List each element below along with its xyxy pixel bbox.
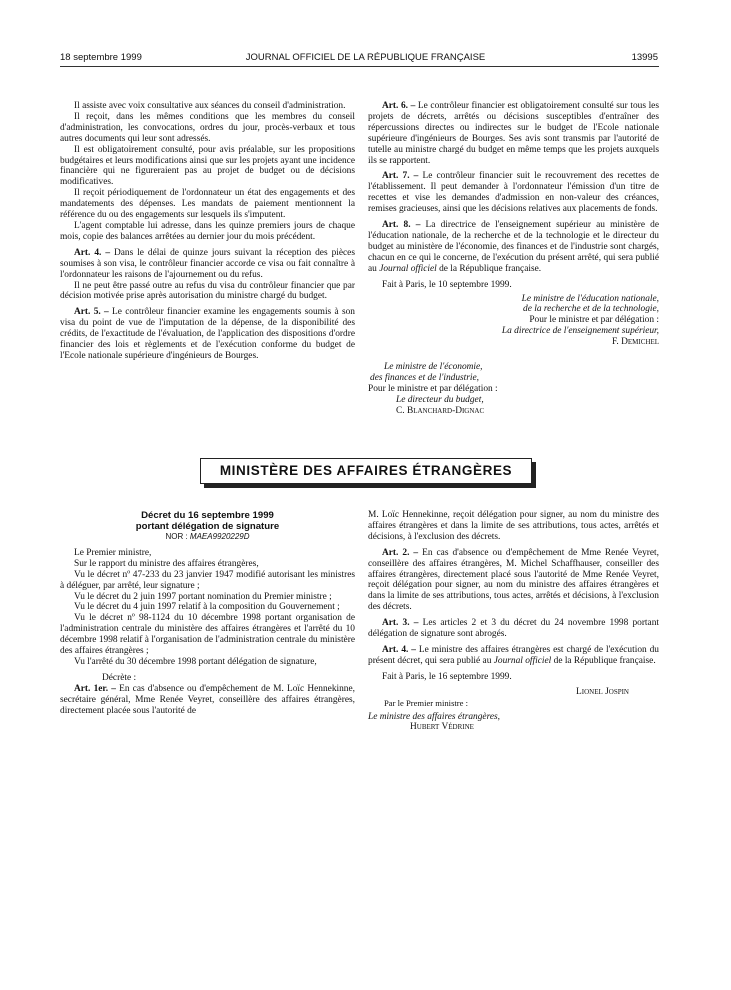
decree-subtitle: portant délégation de signature (135, 521, 280, 532)
paragraph: Il reçoit périodiquement de l'ordonnateur un état des engagements et des mandatements des dépenses. Les mandats de paiement mentionnent la référence du ou des engagements sur lesquels ils s'imputent. (60, 188, 355, 221)
signature-date: Fait à Paris, le 10 septembre 1999. (382, 279, 512, 290)
decree-title: Décret du 16 septembre 1999 (141, 510, 274, 521)
article-1: Art. 1er. – En cas d'absence ou d'empêchement de M. Loïc Hennekinne, secrétaire général, Mme Renée Veyret, conseillère des affaires étrangères, directement placée sous l'autorité de (60, 683, 356, 716)
header-date: 18 septembre 1999 (60, 52, 142, 63)
signatory-title: Le directeur du budget, (396, 394, 484, 405)
article-label: Art. 5. – (74, 307, 109, 318)
signature-block-finance (368, 362, 548, 417)
ministry-heading-box (200, 458, 532, 484)
header-page-number: 13995 (631, 52, 658, 63)
signatory-title: Le ministre de l'économie, (384, 362, 483, 372)
signatory-name: Lionel Jospin (576, 686, 629, 697)
paragraph: Vu le décret nº 47-233 du 23 janvier 1947 modifié autorisant les ministres à déléguer, par arrêté, leur signature ; (60, 569, 355, 591)
delegation-line: Pour le ministre et par délégation : (368, 383, 498, 394)
signatory-title: de la recherche et de la technologie, (523, 304, 659, 315)
signatory-name: C. Blanchard-Dignac (396, 405, 485, 416)
article-4: Art. 4. – Le ministre des affaires étrangères est chargé de l'exécution du présent décret, qui sera publié au Journal officiel de la République française. (368, 644, 659, 666)
article-3: Art. 3. – Les articles 2 et 3 du décret du 24 novembre 1998 portant délégation de signature sont abrogés. (368, 618, 659, 640)
top-right-column (368, 101, 659, 348)
signatory-name: Hubert Védrine (410, 722, 474, 733)
bottom-left-column (60, 510, 355, 717)
signature-date: Fait à Paris, le 16 septembre 1999. (382, 671, 512, 682)
paragraph: Vu le décret nº 98-1124 du 10 décembre 1998 portant organisation de l'administration centrale du ministère des affaires étrangères et l'arrêté du 10 décembre 1998 relatif à l'organisation de l'administration centrale du ministère des affaires étrangères ; (60, 613, 355, 657)
decrete-line: Décrète : (102, 672, 137, 683)
delegation-line: Par le Premier ministre : (384, 697, 469, 708)
article-label: Art. 7. – (382, 171, 419, 182)
paragraph: Le Premier ministre, (74, 547, 152, 558)
paragraph: Vu l'arrêté du 30 décembre 1998 portant délégation de signature, (74, 656, 317, 667)
article-2: Art. 2. – En cas d'absence ou d'empêchement de Mme Renée Veyret, conseillère des affaires étrangères, M. Michel Schaffhauser, conseiller des affaires étrangères, directement placé sous l'autorité de Mme Renée Veyret, reçoit délégation pour signer, au nom du ministre des affaires étrangères et dans la limite de ses attributions, tous actes, arrêtés et décisions, à l'exclusion des décrets. (368, 547, 659, 613)
paragraph: M. Loïc Hennekinne, reçoit délégation pour signer, au nom du ministre des affaires étrangères et dans la limite de ses attributions, tous actes, arrêtés et décisions, à l'exclusion des décrets. (368, 510, 659, 542)
ministry-heading: MINISTÈRE DES AFFAIRES ÉTRANGÈRES (219, 463, 513, 478)
paragraph: Il ne peut être passé outre au refus du visa du contrôleur financier que par décision motivée prise après autorisation du ministre chargé du budget. (60, 280, 355, 302)
article-label: Art. 2. – (382, 547, 419, 558)
article-8: Art. 8. – La directrice de l'enseignement supérieur au ministère de l'éducation nationale, de la recherche et de la technologie et le directeur du budget au ministère de l'économie, des finances et de l'industrie sont chargés, chacun en ce qui le concerne, de l'exécution du présent arrêté, qui sera publié au Journal officiel de la République française. (368, 220, 659, 274)
nor-reference: NOR : MAEA9920229D (165, 532, 250, 541)
signatory-title: Le ministre des affaires étrangères, (368, 711, 501, 722)
article-4: Art. 4. – Dans le délai de quinze jours suivant la réception des pièces soumises à son visa, le contrôleur financier accorde ce visa ou fait connaître à l'ordonnateur les raisons de l'ajournement ou du refus. (60, 247, 355, 280)
page-header (0, 52, 731, 66)
signatory-title: des finances et de l'industrie, (370, 372, 480, 383)
paragraph: Il reçoit, dans les mêmes conditions que les membres du conseil d'administration, les convocations, ordres du jour, procès-verbaux et tous autres documents qui leur sont adressés. (60, 111, 355, 144)
article-5: Art. 5. – Le contrôleur financier examine les engagements soumis à son visa du point de vue de l'imputation de la dépense, de la disponibilité des crédits, de l'exactitude de l'évaluation, de l'application des dispositions d'ordre financier des lois et règlements et de l'exécution conforme du budget de l'Ecole nationale supérieure d'ingénieurs de Bourges. (60, 307, 355, 361)
paragraph: Il est obligatoirement consulté, pour avis préalable, sur les propositions budgétaires et leurs modifications ainsi que sur les projets ayant une incidence financière qui ne figureraient pas au projet de budget ou de décisions modificatives. (60, 144, 355, 188)
article-label: Art. 6. – (382, 101, 416, 111)
article-label: Art. 4. – (74, 247, 111, 258)
article-label: Art. 4. – (382, 644, 416, 655)
article-label: Art. 8. – (382, 220, 421, 231)
article-7: Art. 7. – Le contrôleur financier suit le recouvrement des recettes de l'établissement. Il peut demander à l'ordonnateur l'émission d'un titre de recettes et vise les demandes d'admission en non-valeur des créances, remises gracieuses, ainsi que les décisions relatives aux placements de fonds. (368, 171, 659, 215)
signatory-title: La directrice de l'enseignement supérieur, (501, 326, 659, 337)
paragraph: Sur le rapport du ministre des affaires étrangères, (74, 558, 259, 569)
article-6: Art. 6. – Le contrôleur financier est obligatoirement consulté sur tous les projets de décrets, arrêtés ou décisions susceptibles d'entraîner des répercussions directes ou indirectes sur le budget de l'Ecole nationale supérieure d'ingénieurs de Bourges. Ses avis sont transmis par l'autorité de tutelle au ministre chargé du budget en même temps que les projets auxquels ils se rapportent. (368, 101, 659, 166)
signatory-name: F. Demichel (611, 337, 659, 348)
paragraph: Vu le décret du 2 juin 1997 portant nomination du Premier ministre ; (74, 591, 332, 602)
header-rule (60, 66, 659, 67)
signatory-title: Le ministre de l'éducation nationale, (521, 293, 659, 304)
article-label: Art. 3. – (382, 618, 419, 629)
article-label: Art. 1er. – (74, 683, 116, 694)
top-left-column (60, 101, 355, 362)
header-journal-title: JOURNAL OFFICIEL DE LA RÉPUBLIQUE FRANÇAISE (245, 52, 486, 63)
paragraph: L'agent comptable lui adresse, dans les quinze premiers jours de chaque mois, copie des balances arrêtées au dernier jour du mois précédent. (60, 220, 355, 242)
paragraph: Vu le décret du 4 juin 1997 relatif à la composition du Gouvernement ; (74, 602, 340, 613)
bottom-right-column (368, 510, 659, 733)
paragraph: Il assiste avec voix consultative aux séances du conseil d'administration. (74, 101, 346, 111)
delegation-line: Pour le ministre et par délégation : (529, 315, 659, 326)
